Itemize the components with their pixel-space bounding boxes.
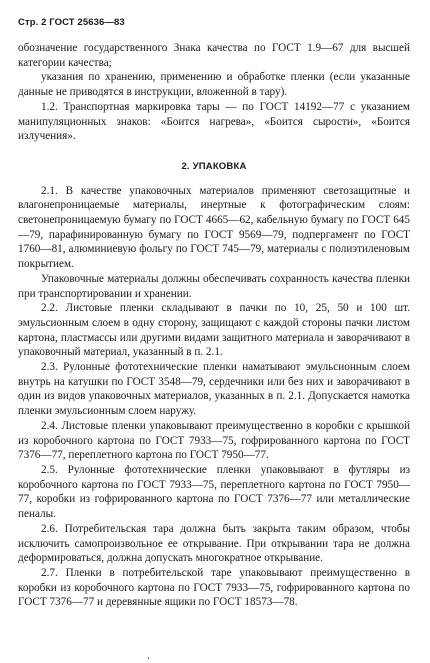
page-body — [18, 41, 410, 610]
paragraph-2-1: 2.1. В качестве упаковочных материалов применяют светозащитные и влагонепроницаемые материалы, инертные к фотографическим слоям: светонепроницаемую бумагу по ГОСТ 4665—62, кабельную бумагу по ГОСТ 645—79, парафинированную бумагу по ГОСТ 9569—79, подпергамент по ГОСТ 1760—81, алюминиевую фольгу по ГОСТ 745—79, материалы с полиэтиленовым покрытием. — [18, 184, 410, 271]
paragraph-2-5: 2.5. Рулонные фототехнические пленки упаковывают в футляры из коробочного картона по ГОСТ 7933—75, переплетного картона по ГОСТ 7950—77, коробки из гофрированного картона по ГОСТ 7376—77 или металлические пеналы. — [18, 463, 410, 521]
paragraph-quality-mark: обозначение государственного Знака качества по ГОСТ 1.9—67 для высшей категории качества; — [18, 42, 410, 69]
paragraph-packaging-materials: Упаковочные материалы должны обеспечивать сохранность качества пленки при транспортировании и хранении. — [18, 272, 410, 300]
paragraph-2-4: 2.4. Листовые пленки упаковывают преимущественно в коробки с крышкой из коробочного картона по ГОСТ 7933—75, гофрированного картона по ГОСТ 7376—77, переплетного картона по ГОСТ 7950—77. — [18, 419, 410, 462]
paragraph-storage-instructions: указания по хранению, применению и обработке пленки (если указанные данные не приводятся в инструкции, вложенной в тару). — [18, 71, 410, 99]
paragraph-2-7: 2.7. Пленки в потребительской таре упаковывают преимущественно в коробки из коробочного картона по ГОСТ 7933—75, гофрированного картона по ГОСТ 7376—77 и деревянные ящики по ГОСТ 18573—78. — [18, 566, 410, 609]
paragraph-2-2: 2.2. Листовые пленки складывают в пачки по 10, 25, 50 и 100 шт. эмульсионным слоем в одну сторону, защищают с каждой стороны пачки листом картона, пластмассы или другими видами защитного материала и заворачивают в упаковочный материал, указанный в п. 2.1. — [18, 302, 410, 359]
scan-speck — [148, 657, 149, 659]
page-header: Стр. 2 ГОСТ 25636—83 — [18, 17, 125, 28]
section-title: 2. УПАКОВКА — [181, 160, 247, 172]
paragraph-1-2-transport-marking: 1.2. Транспортная маркировка тары — по ГОСТ 14192—77 с указанием манипуляционных знаков: «Боится нагрева», «Боится сырости», «Боится излучения». — [18, 100, 410, 143]
paragraph-2-3: 2.3. Рулонные фототехнические пленки наматывают эмульсионным слоем внутрь на катушки по ГОСТ 3548—79, сердечники или без них и заворачивают в один из видов упаковочных материалов, указанных в п. 2.1. Допускается намотка пленки эмульсионным слоем наружу. — [18, 361, 410, 418]
paragraph-2-6: 2.6. Потребительская тара должна быть закрыта таким образом, чтобы исключить самопроизвольное ее открывание. При открывании тара не должна деформироваться, должна допускать многократное открывание. — [18, 522, 410, 565]
